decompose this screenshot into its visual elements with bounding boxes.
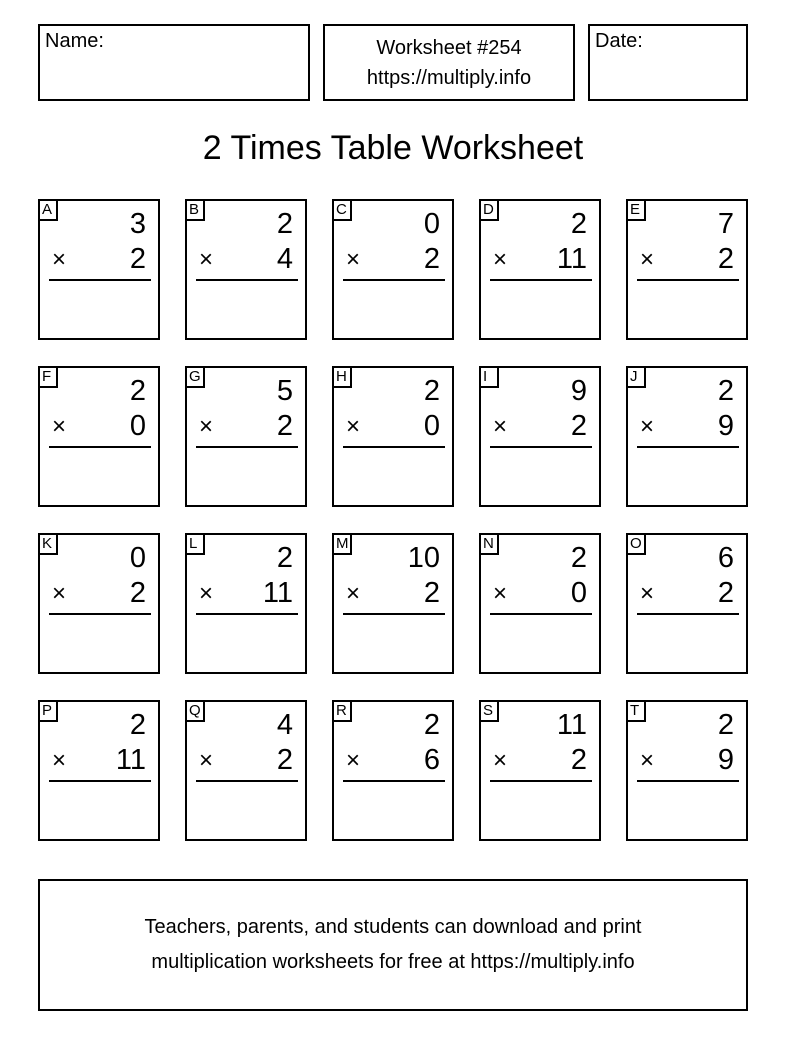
problem-card[interactable] bbox=[38, 366, 160, 507]
times-sign: × bbox=[199, 246, 214, 273]
answer-line bbox=[49, 446, 151, 448]
problem-card[interactable] bbox=[38, 700, 160, 841]
problem-letter: M bbox=[332, 533, 352, 555]
problem-letter: H bbox=[332, 366, 352, 388]
answer-line bbox=[343, 780, 445, 782]
footer-line-2: multiplication worksheets for free at https://multiply.info bbox=[151, 951, 635, 973]
times-sign: × bbox=[640, 246, 655, 273]
multiplicand: 2 bbox=[423, 709, 440, 741]
answer-line bbox=[490, 780, 592, 782]
times-sign: × bbox=[52, 580, 67, 607]
multiplicand: 2 bbox=[717, 709, 734, 741]
multiplier: 2 bbox=[570, 410, 587, 442]
problem-letter: C bbox=[332, 199, 352, 221]
problem-card[interactable] bbox=[479, 700, 601, 841]
problem-letter: O bbox=[626, 533, 646, 555]
multiplicand: 3 bbox=[129, 208, 146, 240]
multiplicand: 7 bbox=[717, 208, 734, 240]
footer-line-1: Teachers, parents, and students can download and print bbox=[144, 916, 642, 938]
problem-card[interactable] bbox=[479, 366, 601, 507]
problem-card[interactable] bbox=[38, 199, 160, 340]
multiplier: 2 bbox=[717, 577, 734, 609]
problem-letter: G bbox=[185, 366, 205, 388]
times-sign: × bbox=[346, 747, 361, 774]
multiplicand: 2 bbox=[570, 542, 587, 574]
multiplicand: 6 bbox=[717, 542, 734, 574]
problem-card[interactable] bbox=[332, 533, 454, 674]
problem-card[interactable] bbox=[479, 533, 601, 674]
times-sign: × bbox=[493, 413, 508, 440]
times-sign: × bbox=[493, 580, 508, 607]
answer-line bbox=[196, 780, 298, 782]
multiplier: 9 bbox=[717, 410, 734, 442]
problem-letter: B bbox=[185, 199, 205, 221]
problem-card[interactable] bbox=[626, 366, 748, 507]
multiplier: 9 bbox=[717, 744, 734, 776]
times-sign: × bbox=[52, 246, 67, 273]
answer-line bbox=[196, 279, 298, 281]
answer-line bbox=[490, 613, 592, 615]
multiplicand: 5 bbox=[276, 375, 293, 407]
problem-card[interactable] bbox=[38, 533, 160, 674]
answer-line bbox=[637, 279, 739, 281]
problem-card[interactable] bbox=[332, 199, 454, 340]
times-sign: × bbox=[493, 747, 508, 774]
problem-card[interactable] bbox=[185, 366, 307, 507]
times-sign: × bbox=[346, 413, 361, 440]
multiplier: 2 bbox=[129, 243, 146, 275]
multiplicand: 0 bbox=[423, 208, 440, 240]
multiplier: 2 bbox=[276, 744, 293, 776]
problem-letter: K bbox=[38, 533, 58, 555]
times-sign: × bbox=[346, 246, 361, 273]
times-sign: × bbox=[640, 747, 655, 774]
problem-letter: E bbox=[626, 199, 646, 221]
times-sign: × bbox=[199, 413, 214, 440]
answer-line bbox=[49, 279, 151, 281]
problem-letter: S bbox=[479, 700, 499, 722]
problem-card[interactable] bbox=[626, 199, 748, 340]
multiplier: 4 bbox=[276, 243, 293, 275]
multiplier: 2 bbox=[129, 577, 146, 609]
problem-letter: T bbox=[626, 700, 646, 722]
problem-card[interactable] bbox=[332, 366, 454, 507]
answer-line bbox=[343, 446, 445, 448]
name-label: Name: bbox=[45, 30, 104, 52]
multiplicand: 2 bbox=[717, 375, 734, 407]
multiplier: 6 bbox=[423, 744, 440, 776]
problem-card[interactable] bbox=[479, 199, 601, 340]
problem-card[interactable] bbox=[185, 199, 307, 340]
multiplier: 2 bbox=[423, 243, 440, 275]
times-sign: × bbox=[346, 580, 361, 607]
multiplicand: 2 bbox=[129, 375, 146, 407]
multiplicand: 4 bbox=[276, 709, 293, 741]
multiplier: 0 bbox=[570, 577, 587, 609]
multiplier: 11 bbox=[262, 577, 293, 609]
multiplier: 2 bbox=[423, 577, 440, 609]
answer-line bbox=[490, 279, 592, 281]
problem-card[interactable] bbox=[332, 700, 454, 841]
problem-letter: F bbox=[38, 366, 58, 388]
problem-letter: J bbox=[626, 366, 646, 388]
problem-letter: I bbox=[479, 366, 499, 388]
problem-letter: R bbox=[332, 700, 352, 722]
footer-box bbox=[38, 879, 748, 1011]
problem-card[interactable] bbox=[626, 700, 748, 841]
times-sign: × bbox=[199, 747, 214, 774]
multiplicand: 2 bbox=[129, 709, 146, 741]
problem-letter: D bbox=[479, 199, 499, 221]
worksheet-url: https://multiply.info bbox=[366, 67, 532, 89]
problem-letter: L bbox=[185, 533, 205, 555]
multiplier: 0 bbox=[129, 410, 146, 442]
times-sign: × bbox=[52, 413, 67, 440]
answer-line bbox=[637, 613, 739, 615]
multiplicand: 2 bbox=[570, 208, 587, 240]
multiplicand: 2 bbox=[276, 208, 293, 240]
multiplicand: 2 bbox=[423, 375, 440, 407]
times-sign: × bbox=[199, 580, 214, 607]
multiplicand: 0 bbox=[129, 542, 146, 574]
multiplier: 11 bbox=[556, 243, 587, 275]
problem-letter: P bbox=[38, 700, 58, 722]
date-label: Date: bbox=[595, 30, 643, 52]
worksheet-number: Worksheet #254 bbox=[376, 37, 522, 59]
answer-line bbox=[343, 613, 445, 615]
multiplier: 0 bbox=[423, 410, 440, 442]
page-title: 2 Times Table Worksheet bbox=[202, 129, 584, 167]
answer-line bbox=[49, 613, 151, 615]
answer-line bbox=[637, 780, 739, 782]
multiplier: 11 bbox=[115, 744, 146, 776]
problem-letter: A bbox=[38, 199, 58, 221]
multiplier: 2 bbox=[276, 410, 293, 442]
problem-card[interactable] bbox=[626, 533, 748, 674]
times-sign: × bbox=[493, 246, 508, 273]
multiplicand: 10 bbox=[407, 542, 440, 574]
times-sign: × bbox=[640, 413, 655, 440]
answer-line bbox=[49, 780, 151, 782]
answer-line bbox=[196, 446, 298, 448]
problem-card[interactable] bbox=[185, 700, 307, 841]
multiplier: 2 bbox=[570, 744, 587, 776]
answer-line bbox=[490, 446, 592, 448]
multiplicand: 2 bbox=[276, 542, 293, 574]
problem-letter: Q bbox=[185, 700, 205, 722]
answer-line bbox=[196, 613, 298, 615]
multiplicand: 11 bbox=[556, 709, 587, 741]
times-sign: × bbox=[52, 747, 67, 774]
answer-line bbox=[637, 446, 739, 448]
multiplicand: 9 bbox=[570, 375, 587, 407]
multiplier: 2 bbox=[717, 243, 734, 275]
answer-line bbox=[343, 279, 445, 281]
problem-letter: N bbox=[479, 533, 499, 555]
problem-card[interactable] bbox=[185, 533, 307, 674]
times-sign: × bbox=[640, 580, 655, 607]
